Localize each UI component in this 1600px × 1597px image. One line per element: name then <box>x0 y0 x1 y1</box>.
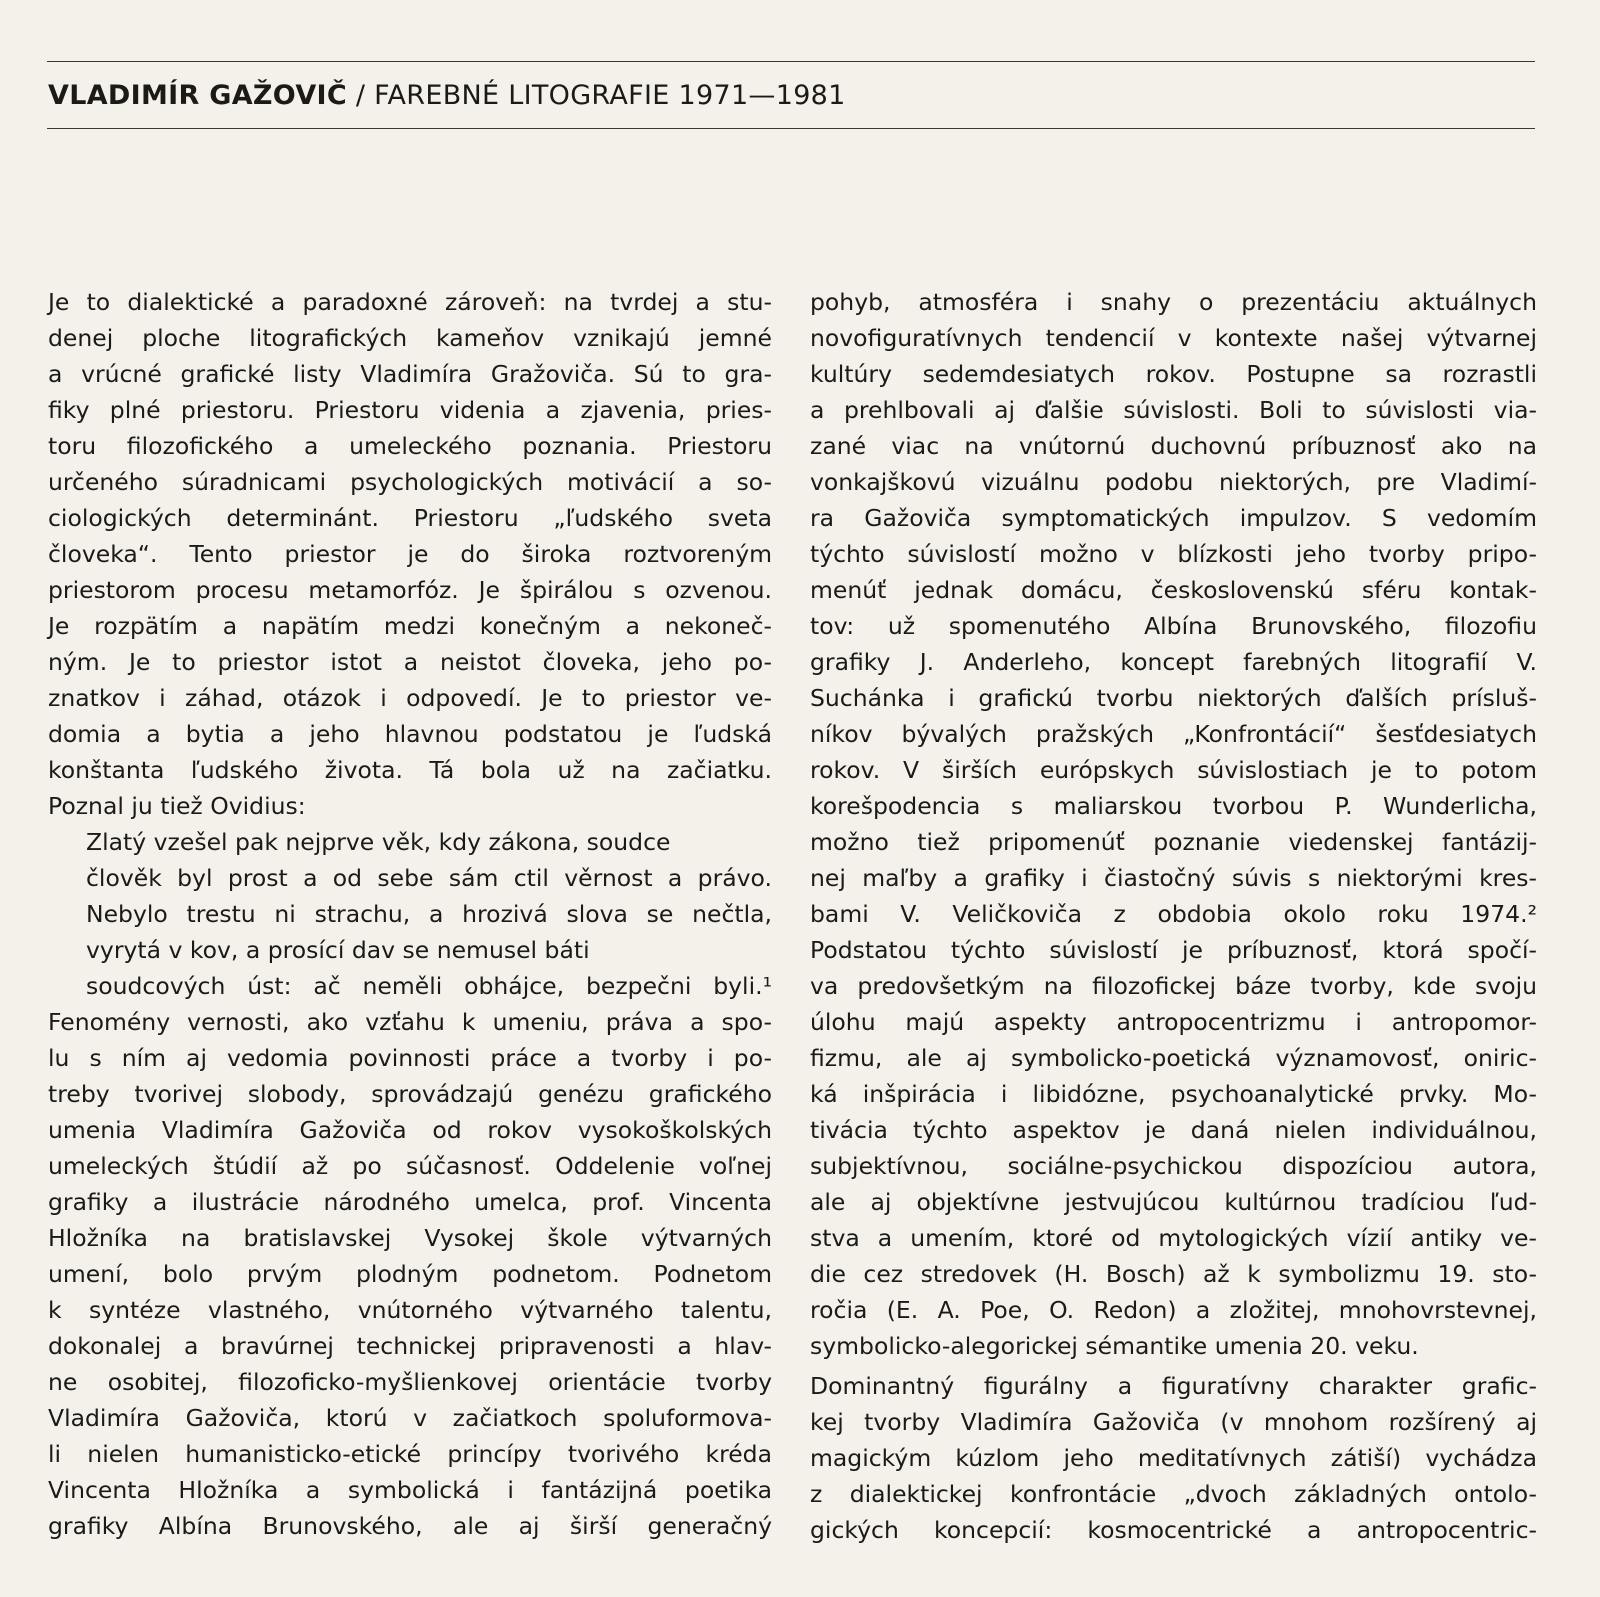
text-line: a vrúcné grafické listy Vladimíra Gražoviča. Sú to gra- <box>48 360 772 388</box>
text-line: Vladimíra Gažoviča, ktorú v začiatkoch spoluformova- <box>48 1404 772 1432</box>
right-text-column <box>810 284 1537 1548</box>
text-line: li nielen humanisticko-etické princípy tvorivého kréda <box>48 1440 772 1468</box>
text-line: korešpodencia s maliarskou tvorbou P. Wunderlicha, <box>810 792 1537 820</box>
text-line: ročia (E. A. Poe, O. Redon) a zložitej, mnohovrstevnej, <box>810 1296 1537 1324</box>
text-line: tov: už spomenutého Albína Brunovského, filozofiu <box>810 612 1537 640</box>
text-line: rokov. V širších európskych súvislostiach je to potom <box>810 756 1537 784</box>
text-line: Suchánka i grafickú tvorbu niektorých ďalších prísluš- <box>810 684 1537 712</box>
text-line: tivácia týchto aspektov je daná nielen individuálnou, <box>810 1116 1537 1144</box>
text-line: stva a umením, ktoré od mytologických vízií antiky ve- <box>810 1224 1537 1252</box>
text-line: člověk byl prost a od sebe sám ctil věrnost a právo. <box>86 864 772 892</box>
text-line: subjektívnou, sociálne-psychickou dispozíciou autora, <box>810 1152 1537 1180</box>
text-line: umenia Vladimíra Gažoviča od rokov vysokoškolských <box>48 1116 772 1144</box>
text-line: domia a bytia a jeho hlavnou podstatou je ľudská <box>48 720 772 748</box>
header-rule <box>47 128 1535 129</box>
text-line: možno tiež pripomenúť poznanie viedenskej fantázij- <box>810 828 1537 856</box>
text-line: Hložníka na bratislavskej Vysokej škole výtvarných <box>48 1224 772 1252</box>
text-line: pohyb, atmosféra i snahy o prezentáciu aktuálnych <box>810 288 1537 316</box>
text-line: Vincenta Hložníka a symbolická i fantázijná poetika <box>48 1476 772 1504</box>
text-line: konštanta ľudského života. Tá bola už na začiatku. <box>48 756 772 784</box>
text-line: týchto súvislostí možno v blízkosti jeho tvorby pripo- <box>810 540 1537 568</box>
text-line: magickým kúzlom jeho meditatívnych zátiší) vychádza <box>810 1444 1537 1472</box>
text-line: z dialektickej konfrontácie „dvoch základných ontolo- <box>810 1480 1537 1508</box>
text-line: ne osobitej, filozoficko-myšlienkovej orientácie tvorby <box>48 1368 772 1396</box>
text-line: Je rozpätím a napätím medzi konečným a nekoneč- <box>48 612 772 640</box>
text-line: a prehlbovali aj ďalšie súvislosti. Boli to súvislosti via- <box>810 396 1537 424</box>
text-line: Dominantný figurálny a figuratívny charakter grafic- <box>810 1372 1537 1400</box>
text-line: ným. Je to priestor istot a neistot človeka, jeho po- <box>48 648 772 676</box>
text-line: gických koncepcií: kosmocentrické a antropocentric- <box>810 1516 1537 1544</box>
text-line: Je to dialektické a paradoxné zároveň: na tvrdej a stu- <box>48 288 772 316</box>
text-line: Podstatou týchto súvislostí je príbuznosť, ktorá spočí- <box>810 936 1537 964</box>
text-line: lu s ním aj vedomia povinnosti práce a tvorby i po- <box>48 1044 772 1072</box>
author-name: VLADIMÍR GAŽOVIČ <box>48 80 347 111</box>
text-line: nej maľby a grafiky i čiastočný súvis s niektorými kres- <box>810 864 1537 892</box>
text-line: určeného súradnicami psychologických motivácií a so- <box>48 468 772 496</box>
text-line: k syntéze vlastného, vnútorného výtvarného talentu, <box>48 1296 772 1324</box>
text-line: umení, bolo prvým plodným podnetom. Podnetom <box>48 1260 772 1288</box>
text-line: novofiguratívnych tendencií v kontexte našej výtvarnej <box>810 324 1537 352</box>
text-line: umeleckých štúdií až po súčasnosť. Oddelenie voľnej <box>48 1152 772 1180</box>
text-line: Fenomény vernosti, ako vzťahu k umeniu, práva a spo- <box>48 1008 772 1036</box>
text-line: bami V. Veličkoviča z obdobia okolo roku 1974.² <box>810 900 1537 928</box>
publication-title: FAREBNÉ LITOGRAFIE 1971—1981 <box>374 80 846 111</box>
text-line: znatkov i záhad, otázok i odpovedí. Je to priestor ve- <box>48 684 772 712</box>
text-line: fizmu, ale aj symbolicko-poetická významovosť, oniric- <box>810 1044 1537 1072</box>
text-line: vonkajškovú vizuálnu podobu niektorých, pre Vladimí- <box>810 468 1537 496</box>
text-line: menúť jednak domácu, československú sféru kontak- <box>810 576 1537 604</box>
text-line: kej tvorby Vladimíra Gažoviča (v mnohom rozšírený aj <box>810 1408 1537 1436</box>
left-text-column <box>48 284 772 1544</box>
text-line: úlohu majú aspekty antropocentrizmu i antropomor- <box>810 1008 1537 1036</box>
text-line: toru filozofického a umeleckého poznania. Priestoru <box>48 432 772 460</box>
text-line: symbolicko-alegorickej sémantike umenia 20. veku. <box>810 1332 1419 1360</box>
text-line: grafiky Albína Brunovského, ale aj širší generačný <box>48 1512 772 1540</box>
text-line: denej ploche litografických kameňov vznikajú jemné <box>48 324 772 352</box>
text-line: ciologických determinánt. Priestoru „ľudského sveta <box>48 504 772 532</box>
top-rule <box>47 61 1535 62</box>
text-line: ká inšpirácia i libidózne, psychoanalytické prvky. Mo- <box>810 1080 1537 1108</box>
text-line: Poznal ju tiež Ovidius: <box>48 792 306 820</box>
text-line: níkov bývalých pražských „Konfrontácií“ šesťdesiatych <box>810 720 1537 748</box>
text-line: človeka“. Tento priestor je do široka roztvoreným <box>48 540 772 568</box>
page-header <box>48 78 846 114</box>
text-line: Zlatý vzešel pak nejprve věk, kdy zákona, soudce <box>86 828 671 856</box>
text-line: vyrytá v kov, a prosící dav se nemusel báti <box>86 936 590 964</box>
text-line: Nebylo trestu ni strachu, a hrozivá slova se nečtla, <box>86 900 772 928</box>
text-line: kultúry sedemdesiatych rokov. Postupne sa rozrastli <box>810 360 1537 388</box>
text-line: ale aj objektívne jestvujúcou kultúrnou tradíciou ľud- <box>810 1188 1537 1216</box>
text-line: zané viac na vnútornú duchovnú príbuznosť ako na <box>810 432 1537 460</box>
text-line: soudcových úst: ač neměli obhájce, bezpečni byli.¹ <box>86 972 772 1000</box>
text-line: grafiky J. Anderleho, koncept farebných litografií V. <box>810 648 1537 676</box>
text-line: priestorom procesu metamorfóz. Je špirálou s ozvenou. <box>48 576 772 604</box>
text-line: treby tvorivej slobody, sprovádzajú genézu grafického <box>48 1080 772 1108</box>
text-line: die cez stredovek (H. Bosch) až k symbolizmu 19. sto- <box>810 1260 1537 1288</box>
header-separator: / <box>346 80 375 111</box>
text-line: grafiky a ilustrácie národného umelca, prof. Vincenta <box>48 1188 772 1216</box>
text-line: va predovšetkým na filozofickej báze tvorby, kde svoju <box>810 972 1537 1000</box>
text-line: ra Gažoviča symptomatických impulzov. S vedomím <box>810 504 1537 532</box>
text-line: fiky plné priestoru. Priestoru videnia a zjavenia, pries- <box>48 396 772 424</box>
text-line: dokonalej a bravúrnej technickej pripravenosti a hlav- <box>48 1332 772 1360</box>
